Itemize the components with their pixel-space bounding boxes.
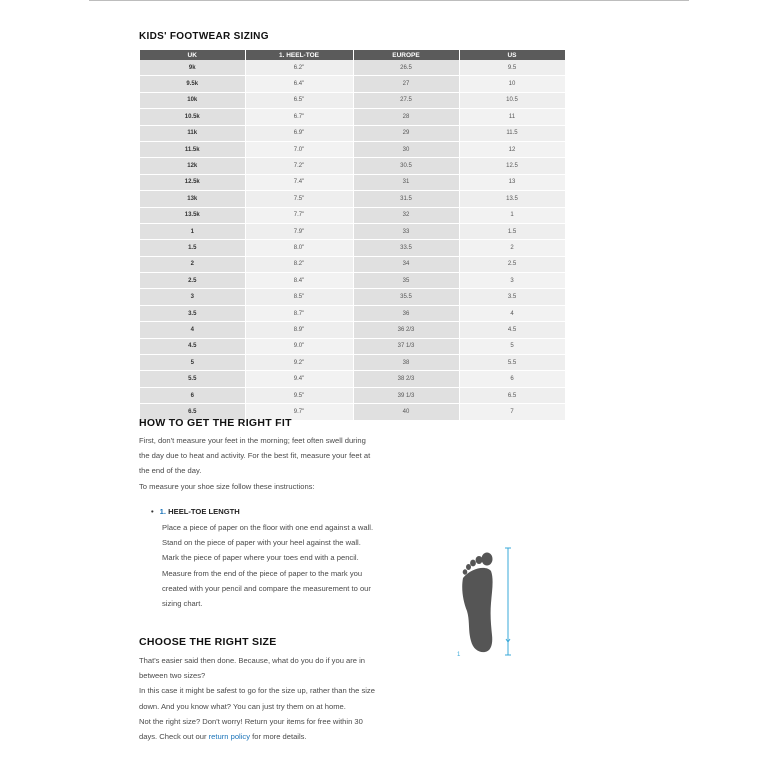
step-line: Place a piece of paper on the floor with one end against a wall. <box>162 523 374 532</box>
cell-uk: 12.5k <box>140 174 245 190</box>
cell-europe: 30 <box>353 141 459 157</box>
size-chart-table <box>140 50 566 421</box>
cell-us: 2.5 <box>459 256 565 272</box>
cell-us: 6.5 <box>459 387 565 403</box>
cell-us: 11 <box>459 109 565 125</box>
cell-heel-toe: 6.9" <box>245 125 353 141</box>
cell-heel-toe: 9.2" <box>245 355 353 371</box>
table-row <box>140 191 565 207</box>
cell-heel-toe: 7.7" <box>245 207 353 223</box>
cell-us: 1.5 <box>459 223 565 239</box>
choose-line: down. And you know what? You can just try them on at home. <box>139 701 346 711</box>
column-header-europe: EUROPE <box>353 50 459 60</box>
step-number: 1. <box>159 507 167 516</box>
cell-us: 3.5 <box>459 289 565 305</box>
cell-us: 1 <box>459 207 565 223</box>
table-row <box>140 305 565 321</box>
cell-europe: 31.5 <box>353 191 459 207</box>
cell-europe: 38 2/3 <box>353 371 459 387</box>
cell-us: 13.5 <box>459 191 565 207</box>
cell-heel-toe: 6.2" <box>245 60 353 76</box>
cell-heel-toe: 8.0" <box>245 240 353 256</box>
cell-us: 2 <box>459 240 565 256</box>
table-row <box>140 338 565 354</box>
choose-last-prefix: days. Check out our <box>139 732 209 742</box>
cell-europe: 34 <box>353 256 459 272</box>
cell-europe: 33 <box>353 223 459 239</box>
fit-title: HOW TO GET THE RIGHT FIT <box>139 417 292 429</box>
fit-intro-line: the end of the day. <box>139 466 202 476</box>
top-divider <box>89 0 689 1</box>
cell-uk: 2.5 <box>140 273 245 289</box>
cell-us: 11.5 <box>459 125 565 141</box>
cell-heel-toe: 7.9" <box>245 223 353 239</box>
cell-europe: 27.5 <box>353 92 459 108</box>
cell-us: 10 <box>459 76 565 92</box>
return-policy-link[interactable]: return policy <box>208 732 251 742</box>
cell-europe: 30.5 <box>353 158 459 174</box>
cell-us: 9.5 <box>459 60 565 76</box>
cell-us: 6 <box>459 371 565 387</box>
column-header-uk: UK <box>140 50 245 60</box>
table-row <box>140 125 565 141</box>
choose-line: Not the right size? Don't worry! Return your items for free within 30 <box>139 716 363 726</box>
cell-us: 4 <box>459 305 565 321</box>
table-row <box>140 92 565 108</box>
table-row <box>140 141 565 157</box>
cell-europe: 27 <box>353 76 459 92</box>
column-header-us: US <box>459 50 565 60</box>
cell-heel-toe: 8.9" <box>245 322 353 338</box>
step-line: sizing chart. <box>162 599 203 609</box>
cell-uk: 6 <box>140 387 245 403</box>
measure-line <box>505 548 511 655</box>
fit-intro-line: First, don't measure your feet in the morning; feet often swell during <box>139 436 366 445</box>
table-row <box>140 207 565 223</box>
cell-uk: 3 <box>140 289 245 305</box>
cell-heel-toe: 7.2" <box>245 158 353 174</box>
cell-uk: 4 <box>140 322 245 338</box>
cell-us: 10.5 <box>459 92 565 108</box>
table-row <box>140 240 565 256</box>
cell-uk: 1 <box>140 223 245 239</box>
fit-intro-line: To measure your shoe size follow these instructions: <box>139 481 315 491</box>
cell-us: 5 <box>459 338 565 354</box>
table-row <box>140 60 565 76</box>
table-row <box>140 76 565 92</box>
cell-uk: 5 <box>140 355 245 371</box>
cell-uk: 3.5 <box>140 305 245 321</box>
column-header-heel-toe: 1. HEEL-TOE <box>245 50 353 60</box>
cell-us: 12.5 <box>459 158 565 174</box>
step-line: Stand on the piece of paper with your heel against the wall. <box>162 538 361 548</box>
choose-last-suffix: for more details. <box>250 732 307 742</box>
table-row <box>140 371 565 387</box>
cell-europe: 39 1/3 <box>353 387 459 403</box>
table-row <box>140 387 565 403</box>
cell-us: 12 <box>459 141 565 157</box>
cell-europe: 37 1/3 <box>353 338 459 354</box>
table-header-row <box>140 50 565 60</box>
foot-measure-diagram <box>455 545 525 665</box>
cell-europe: 31 <box>353 174 459 190</box>
table-row <box>140 322 565 338</box>
cell-us: 7 <box>459 404 565 420</box>
cell-uk: 10.5k <box>140 109 245 125</box>
cell-heel-toe: 8.5" <box>245 289 353 305</box>
cell-us: 4.5 <box>459 322 565 338</box>
cell-uk: 13.5k <box>140 207 245 223</box>
cell-uk: 13k <box>140 191 245 207</box>
cell-uk: 9k <box>140 60 245 76</box>
table-row <box>140 355 565 371</box>
cell-europe: 36 <box>353 305 459 321</box>
cell-uk: 6.5 <box>140 404 245 420</box>
choose-line: That's easier said then done. Because, what do you do if you are in <box>139 656 366 665</box>
step-instructions <box>162 520 402 611</box>
cell-heel-toe: 7.4" <box>245 174 353 190</box>
choose-line-last <box>139 729 414 744</box>
cell-uk: 4.5 <box>140 338 245 354</box>
cell-uk: 5.5 <box>140 371 245 387</box>
choose-title: CHOOSE THE RIGHT SIZE <box>139 636 277 648</box>
cell-europe: 33.5 <box>353 240 459 256</box>
step-line: Mark the piece of paper where your toes end with a pencil. <box>162 553 359 563</box>
cell-heel-toe: 9.5" <box>245 387 353 403</box>
cell-heel-toe: 6.5" <box>245 92 353 108</box>
cell-heel-toe: 8.4" <box>245 273 353 289</box>
step-heading <box>151 507 240 516</box>
choose-line: between two sizes? <box>139 671 206 681</box>
table-row <box>140 174 565 190</box>
cell-europe: 40 <box>353 404 459 420</box>
cell-europe: 35.5 <box>353 289 459 305</box>
table-row <box>140 256 565 272</box>
cell-europe: 35 <box>353 273 459 289</box>
cell-uk: 2 <box>140 256 245 272</box>
cell-europe: 36 2/3 <box>353 322 459 338</box>
table-row <box>140 223 565 239</box>
cell-us: 13 <box>459 174 565 190</box>
bullet-icon: • <box>151 507 154 516</box>
step-line: Measure from the end of the piece of paper to the mark you <box>162 568 363 578</box>
cell-europe: 29 <box>353 125 459 141</box>
cell-europe: 26.5 <box>353 60 459 76</box>
choose-text <box>139 653 414 744</box>
sizing-title: KIDS' FOOTWEAR SIZING <box>139 31 269 42</box>
cell-europe: 28 <box>353 109 459 125</box>
cell-heel-toe: 6.4" <box>245 76 353 92</box>
cell-uk: 12k <box>140 158 245 174</box>
cell-heel-toe: 6.7" <box>245 109 353 125</box>
table-row <box>140 158 565 174</box>
cell-europe: 32 <box>353 207 459 223</box>
cell-heel-toe: 9.4" <box>245 371 353 387</box>
step-title: HEEL-TOE LENGTH <box>168 507 240 516</box>
cell-us: 5.5 <box>459 355 565 371</box>
cell-heel-toe: 9.7" <box>245 404 353 420</box>
table-row <box>140 289 565 305</box>
cell-uk: 11.5k <box>140 141 245 157</box>
step-line: created with your pencil and compare the measurement to our <box>162 583 371 593</box>
cell-us: 3 <box>459 273 565 289</box>
cell-uk: 10k <box>140 92 245 108</box>
choose-line: In this case it might be safest to go for the size up, rather than the size <box>139 686 375 696</box>
diagram-label: 1 <box>457 652 461 658</box>
fit-intro-line: the day due to heat and activity. For the best fit, measure your feet at <box>139 451 371 461</box>
cell-heel-toe: 7.5" <box>245 191 353 207</box>
table-row <box>140 109 565 125</box>
cell-europe: 38 <box>353 355 459 371</box>
fit-intro <box>139 433 414 494</box>
cell-uk: 1.5 <box>140 240 245 256</box>
cell-heel-toe: 8.7" <box>245 305 353 321</box>
cell-uk: 9.5k <box>140 76 245 92</box>
foot-icon <box>462 553 492 653</box>
size-chart-body <box>140 60 565 420</box>
cell-heel-toe: 9.0" <box>245 338 353 354</box>
table-row <box>140 273 565 289</box>
cell-heel-toe: 7.0" <box>245 141 353 157</box>
cell-heel-toe: 8.2" <box>245 256 353 272</box>
cell-uk: 11k <box>140 125 245 141</box>
